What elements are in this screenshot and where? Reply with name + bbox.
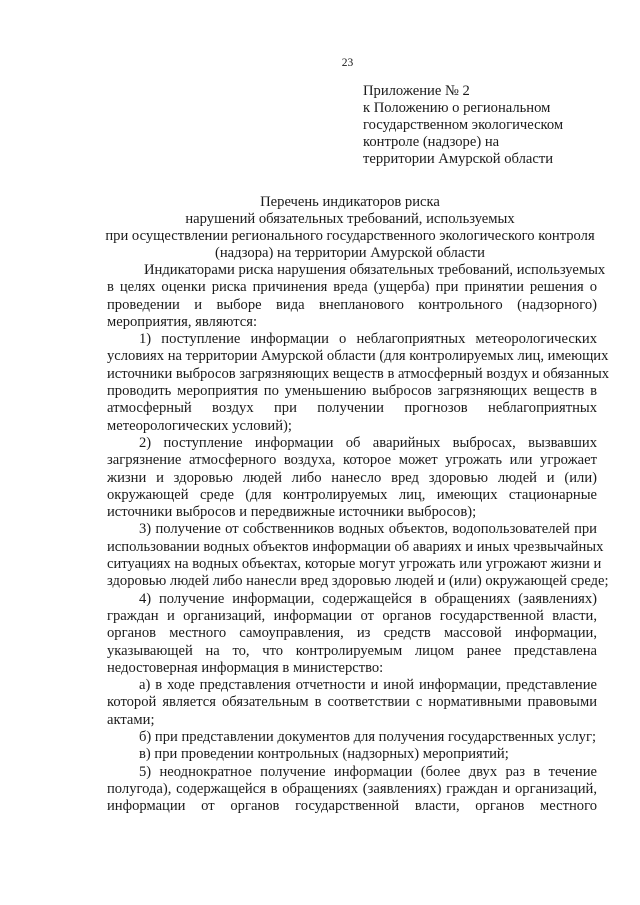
paragraph-line: которой является обязательным в соответствии с нормативными правовыми (107, 694, 597, 711)
paragraph-line: Индикаторами риска нарушения обязательных требований, используемых (144, 262, 606, 278)
paragraph-line: полугода), содержащейся в обращениях (заявлениях) граждан и организаций, (107, 780, 597, 797)
paragraph-line: проводить мероприятия по уменьшению выбросов загрязняющих веществ в (107, 383, 597, 400)
paragraph-line: источники выбросов загрязняющих веществ в атмосферный воздух и обязанных (107, 365, 610, 382)
appendix-line: контроле (надзоре) на (363, 134, 500, 150)
paragraph-line: 5) неоднократное получение информации (более двух раз в течение (139, 763, 597, 780)
title-line: нарушений обязательных требований, используемых (185, 211, 515, 227)
paragraph (107, 435, 597, 521)
paragraph-line: источники выбросов и передвижные источники выбросов); (107, 504, 477, 521)
paragraph-line: мероприятия, являются: (107, 313, 258, 330)
paragraph (107, 521, 609, 590)
paragraph-line: указывающей на то, что контролируемым лицом ранее представлена (107, 642, 597, 659)
appendix-line: территории Амурской области (363, 151, 554, 167)
paragraph-line: метеорологических условий); (107, 417, 292, 434)
appendix-line: к Положению о региональном (363, 100, 551, 116)
paragraph-line: 1) поступление информации о неблагоприятных метеорологических (139, 331, 597, 348)
paragraph-line: жизни и здоровью людей либо нанесло вред здоровью людей и (или) (107, 469, 597, 486)
paragraph-line: недостоверная информация в министерство: (107, 659, 384, 676)
paragraph (107, 331, 610, 435)
paragraph-line: 4) получение информации, содержащейся в обращениях (заявлениях) (139, 590, 597, 607)
paragraph (107, 677, 597, 729)
paragraph-line: а) в ходе представления отчетности и иной информации, представление (139, 677, 597, 694)
paragraph-line: атмосферный воздух при получении прогнозов неблагоприятных (107, 400, 597, 417)
paragraph (107, 591, 597, 677)
paragraph-line: информации от органов государственной власти, органов местного (107, 798, 597, 815)
appendix-line: государственном экологическом (363, 117, 564, 133)
paragraph-line: 2) поступление информации об аварийных выбросах, вызвавших (139, 434, 597, 451)
paragraph (107, 746, 597, 763)
paragraph-line: в целях оценки риска причинения вреда (ущерба) при принятии решения о (107, 279, 597, 296)
paragraph (107, 262, 606, 331)
paragraph-line: органов местного самоуправления, из средств массовой информации, (107, 625, 597, 642)
paragraph-line: в) при проведении контрольных (надзорных) мероприятий; (139, 746, 509, 763)
paragraph-line: окружающей среде (для контролируемых лиц, имеющих стационарные (107, 486, 597, 503)
page-number: 23 (341, 57, 354, 69)
paragraph-line: здоровью людей либо нанесли вред здоровью людей и (или) окружающей среде; (107, 573, 609, 590)
document-title (100, 194, 600, 262)
paragraph-line: 3) получение от собственников водных объектов, водопользователей при (139, 521, 597, 538)
title-line: Перечень индикаторов риска (260, 194, 440, 210)
paragraph (107, 764, 597, 816)
paragraph-line: проведении и выборе вида внепланового контрольного (надзорного) (107, 296, 597, 313)
title-line: (надзора) на территории Амурской области (215, 245, 485, 261)
appendix-header (363, 83, 623, 168)
paragraph (107, 729, 597, 746)
paragraph-line: актами; (107, 711, 155, 728)
paragraph-line: б) при представлении документов для получения государственных услуг; (139, 729, 597, 746)
paragraph-line: ситуациях на водных объектах, которые могут угрожать или угрожают жизни и (107, 556, 602, 573)
paragraph-line: условиях на территории Амурской области (для контролируемых лиц, имеющих (107, 348, 609, 365)
paragraph-line: использовании водных объектов информации об авариях и иных чрезвычайных (107, 538, 604, 555)
paragraph-line: загрязнение атмосферного воздуха, которое может угрожать или угрожает (107, 452, 597, 469)
title-line: при осуществлении регионального государственного экологического контроля (105, 228, 595, 244)
appendix-line: Приложение № 2 (363, 83, 470, 99)
paragraph-line: граждан и организаций, информации от органов государственной власти, (107, 607, 597, 624)
document-body (107, 262, 610, 816)
